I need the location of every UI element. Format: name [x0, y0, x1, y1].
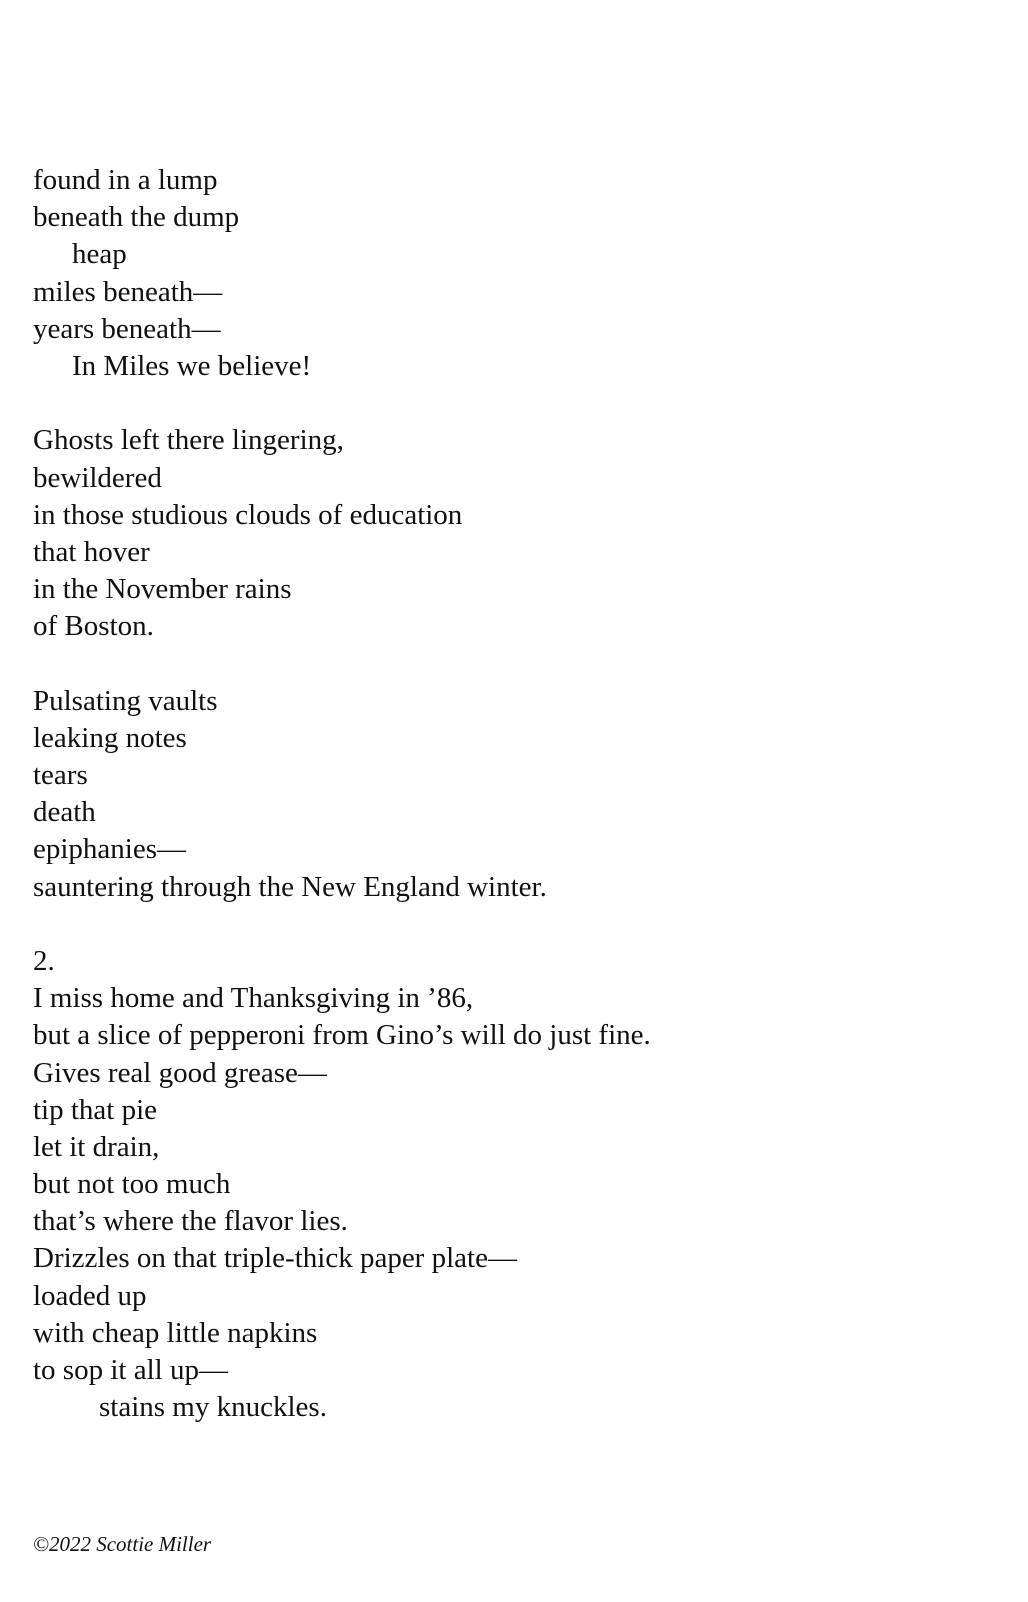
stanza-break — [33, 385, 651, 422]
poem-line: that’s where the flavor lies. — [33, 1205, 348, 1238]
stanza — [33, 422, 651, 645]
poem-line: bewildered — [33, 461, 162, 494]
poem-line: to sop it all up— — [33, 1354, 228, 1386]
poem-line: heap — [72, 238, 127, 271]
poem-line: let it drain, — [33, 1130, 160, 1163]
poem-line: Gives real good grease— — [33, 1056, 327, 1089]
poem-line: but a slice of pepperoni from Gino’s will do just fine. — [33, 1019, 651, 1052]
stanza-break — [33, 645, 651, 682]
copyright-notice: ©2022 Scottie Miller — [33, 1532, 212, 1556]
poem-line: death — [33, 796, 96, 829]
poem-line: 2. — [33, 944, 55, 977]
poem-line: in those studious clouds of education — [33, 498, 463, 531]
poem-line: loaded up — [33, 1279, 147, 1312]
poem-line: miles beneath— — [33, 275, 223, 308]
poem-line: stains my knuckles. — [99, 1391, 327, 1424]
poem-line: but not too much — [33, 1168, 231, 1201]
poem-line: with cheap little napkins — [33, 1316, 318, 1349]
poem-line: beneath the dump — [33, 201, 240, 234]
poem-line: tip that pie — [33, 1093, 158, 1126]
poem-line: that hover — [33, 535, 150, 568]
poem-line: leaking notes — [33, 721, 187, 754]
poem-line: Pulsating vaults — [33, 684, 218, 717]
poem-line: I miss home and Thanksgiving in ’86, — [33, 982, 474, 1015]
poem-line: found in a lump — [33, 164, 218, 196]
stanza-break — [33, 906, 651, 943]
poem-line: years beneath— — [33, 312, 221, 345]
stanza — [33, 943, 651, 1426]
poem-line: In Miles we believe! — [72, 349, 312, 382]
poem-line: of Boston. — [33, 610, 154, 643]
poem-body — [33, 162, 651, 1426]
stanza — [33, 683, 651, 906]
poem-line: Ghosts left there lingering, — [33, 424, 344, 457]
poem-line: sauntering through the New England winter. — [33, 870, 547, 903]
poem-line: in the November rains — [33, 573, 292, 606]
poem-line: epiphanies— — [33, 833, 187, 866]
stanza — [33, 162, 651, 385]
poem-line: Drizzles on that triple-thick paper plate— — [33, 1242, 517, 1275]
poem-line: tears — [33, 759, 88, 791]
